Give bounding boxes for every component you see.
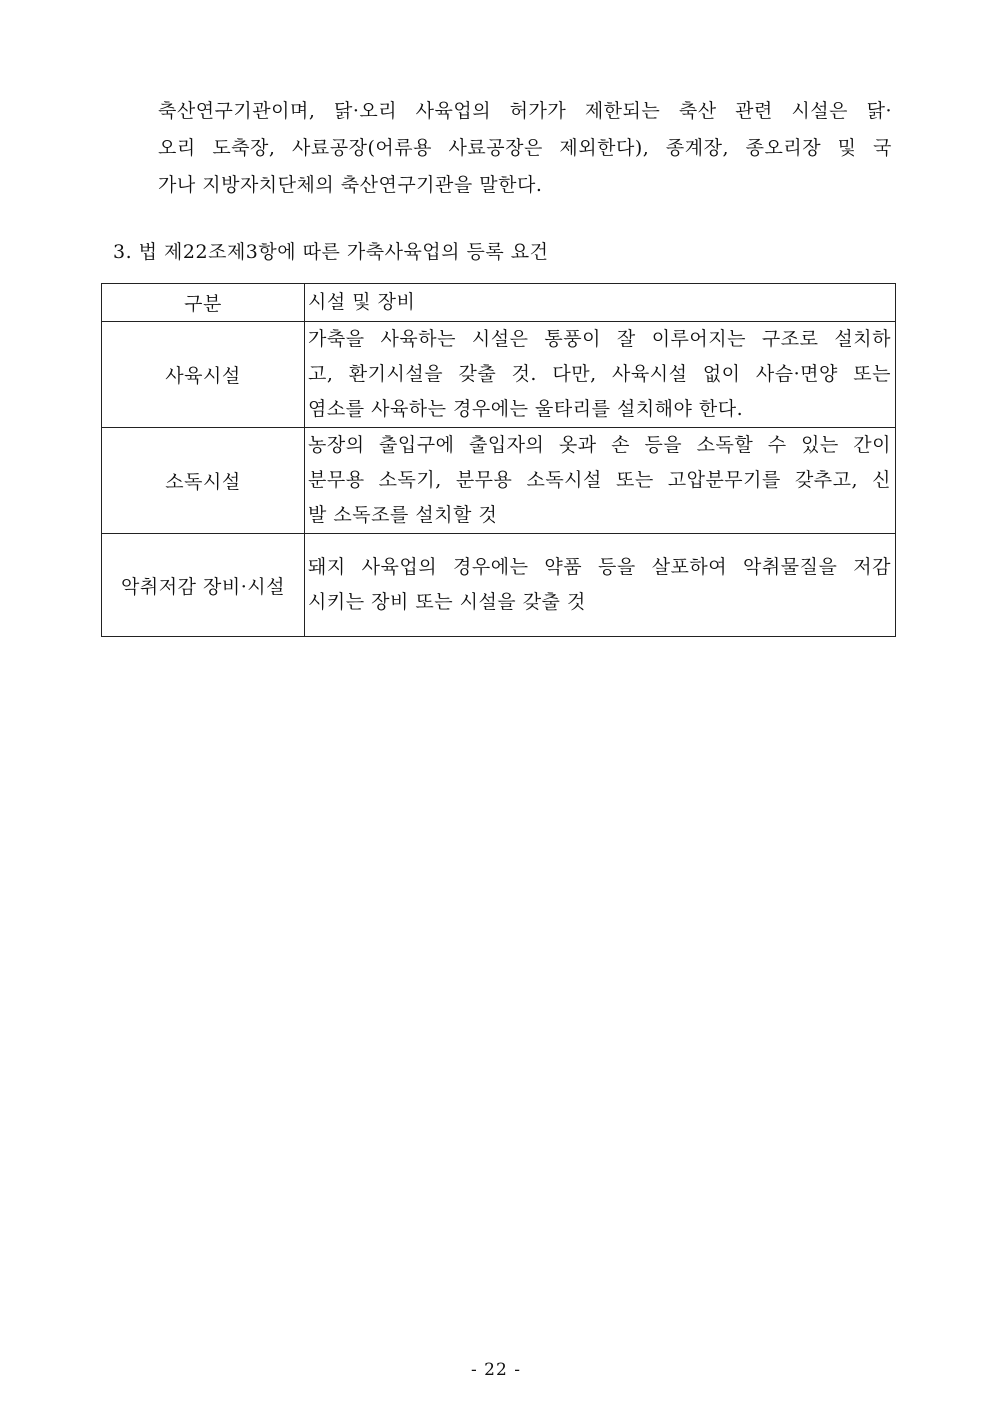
intro-line: 가나 지방자치단체의 축산연구기관을 말한다. [158, 174, 543, 196]
table-row [102, 428, 896, 534]
requirements-table [101, 283, 896, 637]
row-content-line: 농장의 출입구에 출입자의 옷과 손 등을 소독할 수 있는 간이 [308, 434, 891, 456]
row-content-line: 염소를 사육하는 경우에는 울타리를 설치해야 한다. [308, 398, 744, 420]
intro-line: 오리 도축장, 사료공장(어류용 사료공장은 제외한다), 종계장, 종오리장 및 국 [158, 137, 892, 159]
row-content-line: 돼지 사육업의 경우에는 약품 등을 살포하여 악취물질을 저감 [308, 556, 891, 578]
section-heading: 3. 법 제22조제3항에 따른 가축사육업의 등록 요건 [113, 241, 549, 263]
table-row [102, 322, 896, 428]
header-facilities: 시설 및 장비 [305, 284, 896, 322]
row-content-line: 시키는 장비 또는 시설을 갖출 것 [308, 591, 586, 613]
row-label: 사육시설 [102, 322, 305, 428]
header-category: 구분 [102, 284, 305, 322]
row-label: 악취저감 장비·시설 [102, 534, 305, 637]
intro-line: 축산연구기관이며, 닭·오리 사육업의 허가가 제한되는 축산 관련 시설은 닭· [158, 100, 892, 122]
row-content [305, 322, 896, 428]
row-content-line: 발 소독조를 설치할 것 [308, 504, 498, 526]
row-label: 소독시설 [102, 428, 305, 534]
row-content-line: 분무용 소독기, 분무용 소독시설 또는 고압분무기를 갖추고, 신 [308, 469, 891, 491]
row-content-line: 고, 환기시설을 갖출 것. 다만, 사육시설 없이 사슴·면양 또는 [308, 363, 891, 385]
table-header-row [102, 284, 896, 322]
row-content [305, 428, 896, 534]
row-content [305, 534, 896, 637]
row-content-line: 가축을 사육하는 시설은 통풍이 잘 이루어지는 구조로 설치하 [308, 328, 891, 350]
intro-paragraph [158, 93, 892, 204]
table-row [102, 534, 896, 637]
page-number: - 22 - [471, 1360, 521, 1380]
